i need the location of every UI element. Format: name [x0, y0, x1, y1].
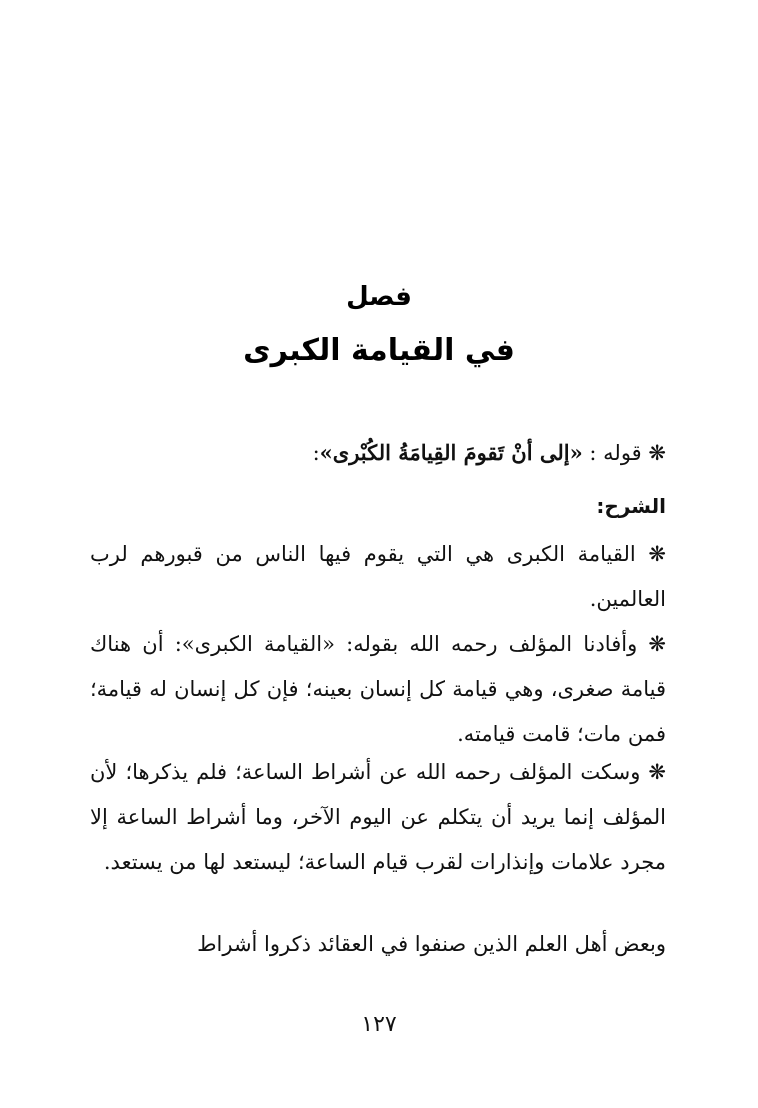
paragraph: وبعض أهل العلم الذين صنفوا في العقائد ذكروا أشراط	[197, 932, 666, 956]
quoted-text-line	[90, 430, 666, 476]
quote-intro: ❋ قوله :	[582, 441, 666, 465]
paragraph: ❋ وسكت المؤلف رحمه الله عن أشراط الساعة؛ فلم يذكرها؛ لأن المؤلف إنما يريد أن يتكلم عن اليوم الآخر، وما أشراط الساعة إلا مجرد علامات وإنذارات لقرب قيام الساعة؛ ليستعد لها من يستعد.	[90, 760, 666, 874]
quote-end: :	[312, 441, 320, 465]
chapter-heading: فصل	[346, 282, 412, 312]
sharh-label: الشرح:	[596, 494, 666, 518]
chapter-subheading: في القيامة الكبرى	[243, 333, 515, 368]
quote-text: «إلى أنْ تَقومَ القِيامَةُ الكُبْرى»	[319, 440, 583, 465]
page-number: ١٢٧	[361, 1012, 397, 1037]
paragraph: ❋ وأفادنا المؤلف رحمه الله بقوله: «القيامة الكبرى»: أن هناك قيامة صغرى، وهي قيامة كل إنسان بعينه؛ فإن كل إنسان له قيامة؛ فمن مات؛ قامت قيامته.	[90, 632, 666, 746]
paragraph: ❋ القيامة الكبرى هي التي يقوم فيها الناس من قبورهم لرب العالمين.	[90, 542, 666, 611]
